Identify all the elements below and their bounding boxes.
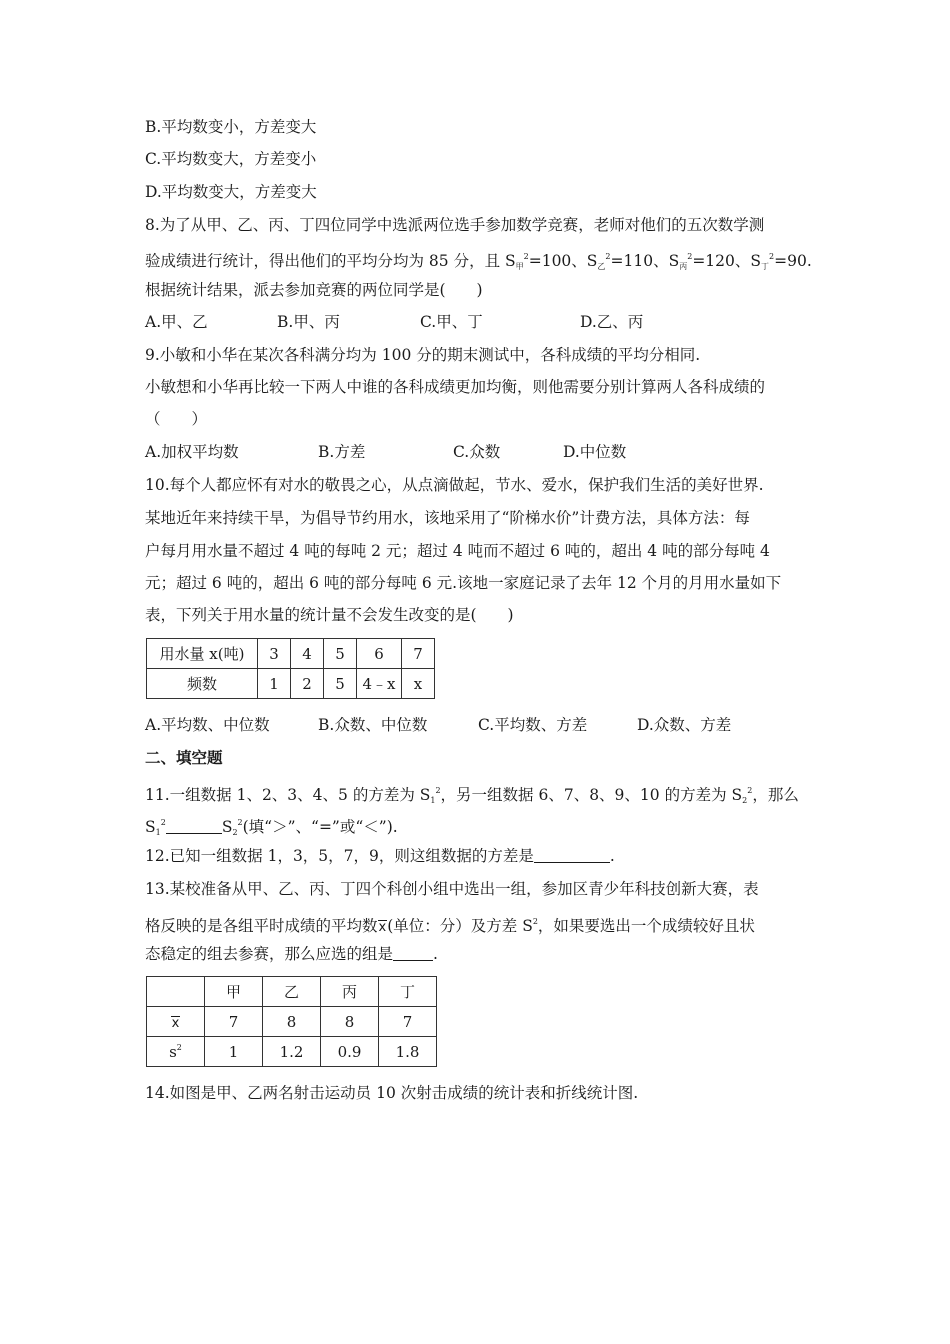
q10-line2: 某地近年来持续干旱，为倡导节约用水，该地采用了“阶梯水价”计费方法，具体方法：每 xyxy=(145,509,750,527)
q10-option-b: B.众数、中位数 xyxy=(318,716,428,734)
q9-line1: 9.小敏和小华在某次各科满分均为 100 分的期末测试中，各科成绩的平均分相同. xyxy=(145,346,701,364)
q11-line2: $S_1^2$ $S_2^2$(填“＞”、“=”或“＜”). xyxy=(145,818,398,837)
table-cell: 4 xyxy=(291,639,324,669)
table-cell xyxy=(147,977,205,1007)
table-cell: 7 xyxy=(402,639,435,669)
q12-line: 12.已知一组数据 1，3，5，7，9，则这组数据的方差是 . xyxy=(145,847,615,865)
table-row xyxy=(147,1037,437,1067)
q10-option-c: C.平均数、方差 xyxy=(478,716,588,734)
table-cell: 1.8 xyxy=(379,1037,437,1067)
table-cell: 7 xyxy=(205,1007,263,1037)
table-cell: 丁 xyxy=(379,977,437,1007)
mean-symbol: x xyxy=(378,920,387,935)
q9-option-d: D.中位数 xyxy=(563,443,627,461)
table-cell: 丙 xyxy=(321,977,379,1007)
q11-line1: 11.一组数据 1、2、3、4、5 的方差为 $S_1^2$，另一组数据 6、7、8、9、10 的方差为 $S_2^2$，那么 xyxy=(145,786,799,805)
q8-option-b: B.甲、丙 xyxy=(277,313,340,331)
table-cell: 8 xyxy=(321,1007,379,1037)
table-row xyxy=(147,669,435,699)
q7-option-d: D.平均数变大，方差变大 xyxy=(145,183,317,201)
q9-option-c: C.众数 xyxy=(453,443,501,461)
q7-option-c: C.平均数变大，方差变小 xyxy=(145,150,317,168)
table-cell: x xyxy=(402,669,435,699)
table-cell: 3 xyxy=(258,639,291,669)
section-title: 二、填空题 xyxy=(145,749,223,767)
q7-option-b: B.平均数变小，方差变大 xyxy=(145,118,317,136)
table-cell: 7 xyxy=(379,1007,437,1037)
q10-option-a: A.平均数、中位数 xyxy=(145,716,270,734)
q14-line: 14.如图是甲、乙两名射击运动员 10 次射击成绩的统计表和折线统计图. xyxy=(145,1084,639,1102)
table-cell: 1 xyxy=(258,669,291,699)
q10-line4: 元；超过 6 吨的，超出 6 吨的部分每吨 6 元.该地一家庭记录了去年 12 个月的月用水量如下 xyxy=(145,574,782,592)
table-cell xyxy=(147,1007,205,1037)
table-cell: 6 xyxy=(357,639,402,669)
q8-option-a: A.甲、乙 xyxy=(145,313,208,331)
answer-blank[interactable] xyxy=(534,848,610,863)
table-cell: 1 xyxy=(205,1037,263,1067)
q13-line2: 格反映的是各组平时成绩的平均数x(单位：分）及方差 $S^2$，如果要选出一个成绩较好且状 xyxy=(145,917,755,935)
q8-line3: 根据统计结果，派去参加竞赛的两位同学是( ) xyxy=(145,281,483,299)
table-cell: 频数 xyxy=(147,669,258,699)
table-row xyxy=(147,639,435,669)
table-row xyxy=(147,1007,437,1037)
answer-blank[interactable] xyxy=(393,946,433,961)
q10-line5: 表，下列关于用水量的统计量不会发生改变的是( ) xyxy=(145,606,514,624)
table-cell: 4﹣x xyxy=(357,669,402,699)
q13-line3: 态稳定的组去参赛，那么应选的组是 . xyxy=(145,945,438,963)
table-cell: $s^2$ xyxy=(147,1037,205,1067)
mean-symbol: x xyxy=(171,1015,180,1031)
group-scores-table xyxy=(146,976,437,1067)
table-cell: 甲 xyxy=(205,977,263,1007)
table-cell: 乙 xyxy=(263,977,321,1007)
water-usage-table xyxy=(146,638,435,699)
table-cell: 0.9 xyxy=(321,1037,379,1067)
table-cell: 5 xyxy=(324,669,357,699)
q13-line1: 13.某校准备从甲、乙、丙、丁四个科创小组中选出一组，参加区青少年科技创新大赛，表 xyxy=(145,880,759,898)
q8-line1: 8.为了从甲、乙、丙、丁四位同学中选派两位选手参加数学竞赛，老师对他们的五次数学测 xyxy=(145,216,765,234)
q10-line1: 10.每个人都应怀有对水的敬畏之心，从点滴做起，节水、爱水，保护我们生活的美好世界. xyxy=(145,476,764,494)
q10-option-d: D.众数、方差 xyxy=(637,716,732,734)
q9-line2: 小敏想和小华再比较一下两人中谁的各科成绩更加均衡，则他需要分别计算两人各科成绩的 xyxy=(145,378,766,396)
q9-option-b: B.方差 xyxy=(318,443,366,461)
q9-option-a: A.加权平均数 xyxy=(145,443,239,461)
q9-line3: （ ） xyxy=(145,410,208,428)
table-row xyxy=(147,977,437,1007)
table-cell: 用水量 x(吨) xyxy=(147,639,258,669)
q8-option-c: C.甲、丁 xyxy=(420,313,483,331)
q8-line2: 验成绩进行统计，得出他们的平均分均为 85 分，且 $S_甲^2=100$、$S_乙^2=110$、$S_丙^2=120$、$S_丁^2=90$. xyxy=(145,252,812,271)
answer-blank[interactable] xyxy=(166,819,222,834)
table-cell: 1.2 xyxy=(263,1037,321,1067)
table-cell: 2 xyxy=(291,669,324,699)
q8-option-d: D.乙、丙 xyxy=(580,313,644,331)
q10-line3: 户每月用水量不超过 4 吨的每吨 2 元；超过 4 吨而不超过 6 吨的，超出 4 吨的部分每吨 4 xyxy=(145,542,770,560)
table-cell: 8 xyxy=(263,1007,321,1037)
table-cell: 5 xyxy=(324,639,357,669)
